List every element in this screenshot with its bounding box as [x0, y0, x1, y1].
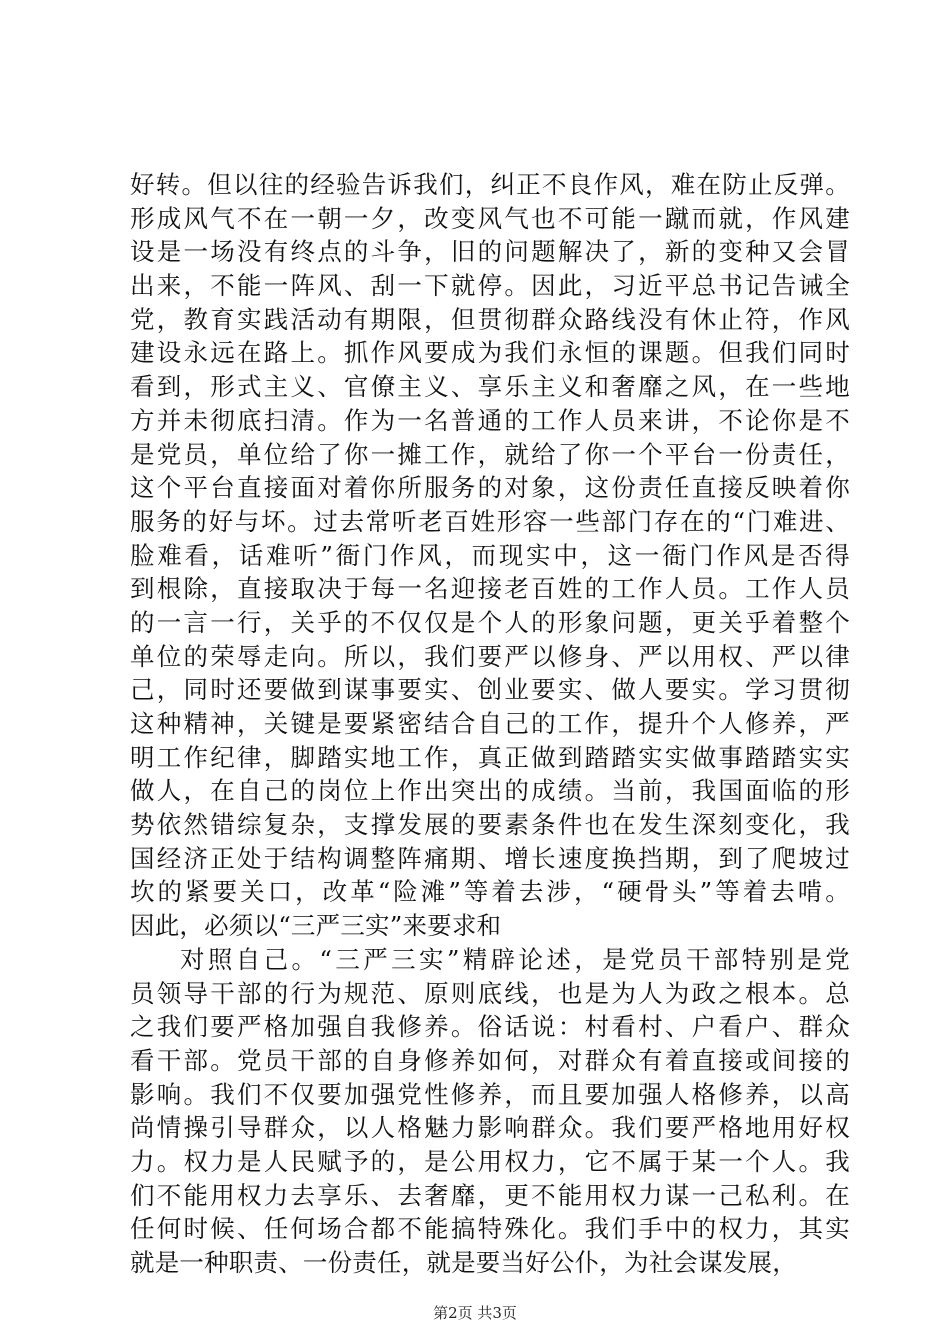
text-line: 对照自己。“三严三实”精辟论述，是党员干部特别是党 — [180, 944, 850, 974]
text-line: 单位的荣辱走向。所以，我们要严以修身、严以用权、严以律 — [130, 641, 850, 671]
text-line: 好转。但以往的经验告诉我们，纠正不良作风，难在防止反弹。 — [130, 170, 850, 199]
text-line: 到根除，直接取决于每一名迎接老百姓的工作人员。工作人员 — [130, 574, 850, 604]
text-line: 脸难看，话难听”衙门作风，而现实中，这一衙门作风是否得 — [130, 540, 850, 570]
page-footer: 第2页 共3页 — [433, 1304, 517, 1322]
text-line: 己，同时还要做到谋事要实、创业要实、做人要实。学习贯彻 — [130, 675, 850, 705]
text-line: 坎的紧要关口，改革“险滩”等着去涉，“硬骨头”等着去啃。 — [130, 877, 850, 907]
text-line: 形成风气不在一朝一夕，改变风气也不可能一蹴而就，作风建 — [130, 203, 850, 233]
text-line: 势依然错综复杂，支撑发展的要素条件也在发生深刻变化，我 — [130, 810, 850, 840]
text-line: 党，教育实践活动有期限，但贯彻群众路线没有休止符，作风 — [130, 304, 850, 334]
text-line: 做人，在自己的岗位上作出突出的成绩。当前，我国面临的形 — [130, 776, 850, 806]
text-line: 看到，形式主义、官僚主义、享乐主义和奢靡之风，在一些地 — [130, 372, 850, 402]
text-line: 们不能用权力去享乐、去奢靡，更不能用权力谋一己私利。在 — [130, 1180, 850, 1210]
text-line: 设是一场没有终点的斗争，旧的问题解决了，新的变种又会冒 — [130, 237, 850, 267]
text-line: 这个平台直接面对着你所服务的对象，这份责任直接反映着你 — [130, 473, 850, 503]
text-line: 力。权力是人民赋予的，是公用权力，它不属于某一个人。我 — [130, 1146, 850, 1176]
text-line: 员领导干部的行为规范、原则底线，也是为人为政之根本。总 — [130, 978, 850, 1008]
paragraph-1 — [130, 168, 850, 943]
text-line: 任何时候、任何场合都不能搞特殊化。我们手中的权力，其实 — [130, 1214, 850, 1244]
text-line: 方并未彻底扫清。作为一名普通的工作人员来讲，不论你是不 — [130, 405, 850, 435]
text-line: 建设永远在路上。抓作风要成为我们永恒的课题。但我们同时 — [130, 338, 850, 368]
text-line: 看干部。党员干部的自身修养如何，对群众有着直接或间接的 — [130, 1045, 850, 1075]
text-line: 的一言一行，关乎的不仅仅是个人的形象问题，更关乎着整个 — [130, 607, 850, 637]
text-line: 就是一种职责、一份责任，就是要当好公仆，为社会谋发展， — [130, 1248, 797, 1277]
text-line: 服务的好与坏。过去常听老百姓形容一些部门存在的“门难进、 — [130, 506, 850, 536]
body-text — [130, 168, 850, 1280]
text-line: 这种精神，关键是要紧密结合自己的工作，提升个人修养，严 — [130, 709, 850, 738]
text-line: 之我们要严格加强自我修养。俗话说：村看村、户看户、群众 — [130, 1012, 850, 1042]
text-line: 出来，不能一阵风、刮一下就停。因此，习近平总书记告诫全 — [130, 271, 850, 301]
text-line: 国经济正处于结构调整阵痛期、增长速度换挡期，到了爬坡过 — [130, 843, 850, 873]
text-line: 影响。我们不仅要加强党性修养，而且要加强人格修养，以高 — [130, 1079, 850, 1109]
paragraph-2 — [130, 943, 850, 1280]
text-line: 尚情操引导群众，以人格魅力影响群众。我们要严格地用好权 — [130, 1113, 850, 1143]
text-line: 明工作纪律，脚踏实地工作，真正做到踏踏实实做事踏踏实实 — [130, 742, 850, 772]
text-line: 是党员，单位给了你一摊工作，就给了你一个平台一份责任， — [130, 439, 850, 469]
text-line: 因此，必须以“三严三实”来要求和 — [130, 911, 502, 941]
